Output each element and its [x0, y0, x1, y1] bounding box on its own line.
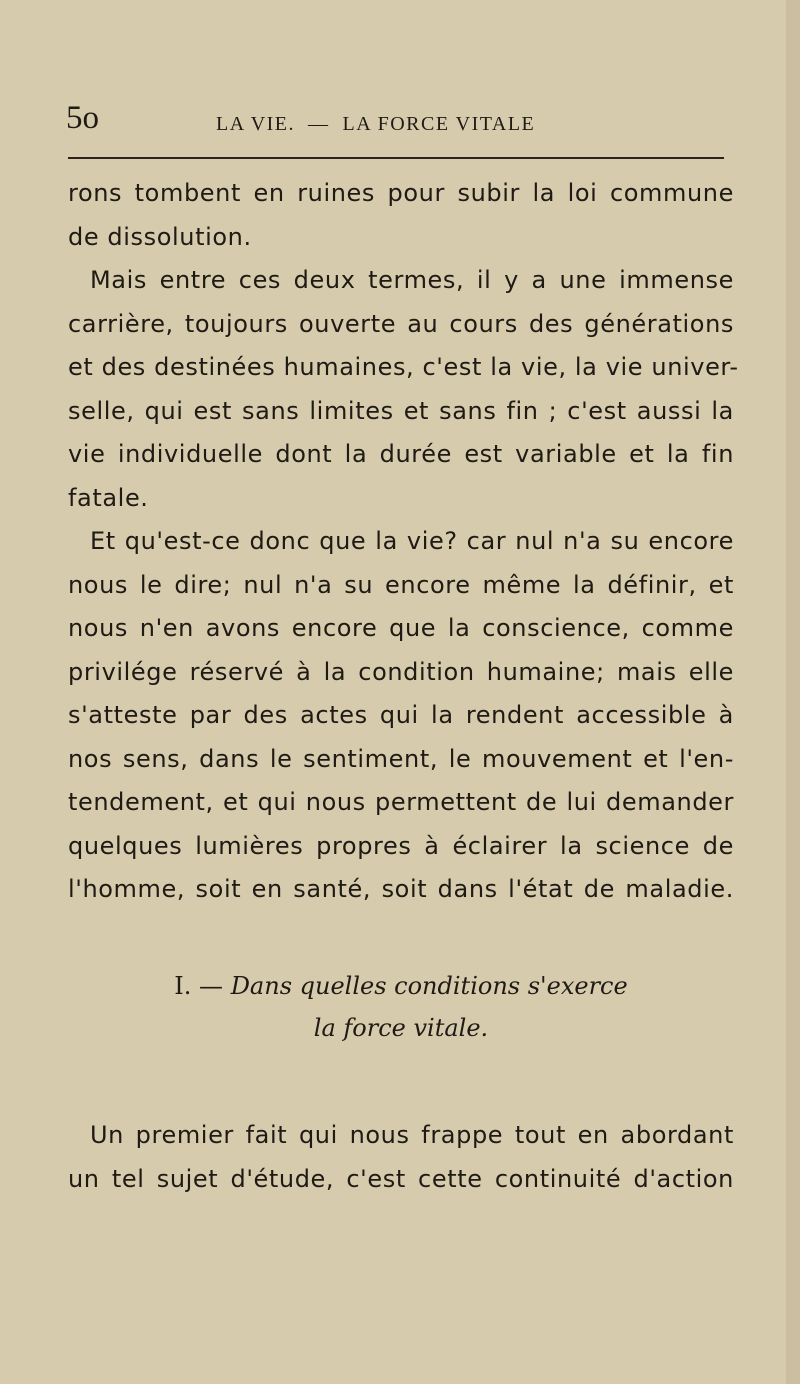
text-line: carrière, toujours ouverte au cours des générations [68, 309, 734, 338]
running-head [66, 98, 726, 138]
text-line: nous n'en avons encore que la conscience, comme [68, 614, 734, 642]
section-number: I. [174, 972, 192, 1000]
text-line: de dissolution. [68, 222, 252, 251]
page-number: 5o [66, 100, 99, 136]
text-line: tendement, et qui nous permettent de lui demander [68, 788, 734, 816]
text-line: privilége réservé à la condition humaine; mais elle [68, 657, 734, 686]
text-line: quelques lumières propres à éclairer la science de [68, 831, 734, 860]
section-title-part-1: Dans quelles conditions s'exerce [230, 972, 628, 1000]
text-line: l'homme, soit en santé, soit dans l'état de maladie. [68, 875, 734, 903]
header-rule [68, 157, 724, 159]
text-line: s'atteste par des actes qui la rendent accessible à [68, 701, 734, 729]
running-title: LA VIE. — LA FORCE VITALE [216, 113, 536, 135]
section-dash: — [199, 972, 224, 1000]
text-line: fatale. [68, 483, 149, 512]
page-edge-shadow [786, 0, 800, 1384]
text-line: rons tombent en ruines pour subir la loi commune [68, 179, 734, 207]
text-line: un tel sujet d'étude, c'est cette continuité d'action [68, 1164, 734, 1193]
text-line: nous le dire; nul n'a su encore même la définir, et [68, 570, 734, 599]
body-text [68, 172, 739, 912]
text-line: et des destinées humaines, c'est la vie, la vie univer- [68, 353, 739, 381]
section-heading-line-1 [68, 965, 734, 1007]
text-line: Mais entre ces deux termes, il y a une immense [90, 266, 734, 294]
text-line: nos sens, dans le sentiment, le mouvement et l'en- [68, 744, 734, 773]
closing-text [68, 1114, 734, 1201]
text-line: selle, qui est sans limites et sans fin ; c'est aussi la [68, 396, 734, 425]
text-line: Un premier fait qui nous frappe tout en abordant [90, 1121, 734, 1149]
text-line: Et qu'est-ce donc que la vie? car nul n'a su encore [90, 527, 734, 555]
section-title-part-2: la force vitale. [313, 1014, 489, 1042]
text-line: vie individuelle dont la durée est variable et la fin [68, 440, 734, 468]
section-heading [68, 965, 734, 1049]
